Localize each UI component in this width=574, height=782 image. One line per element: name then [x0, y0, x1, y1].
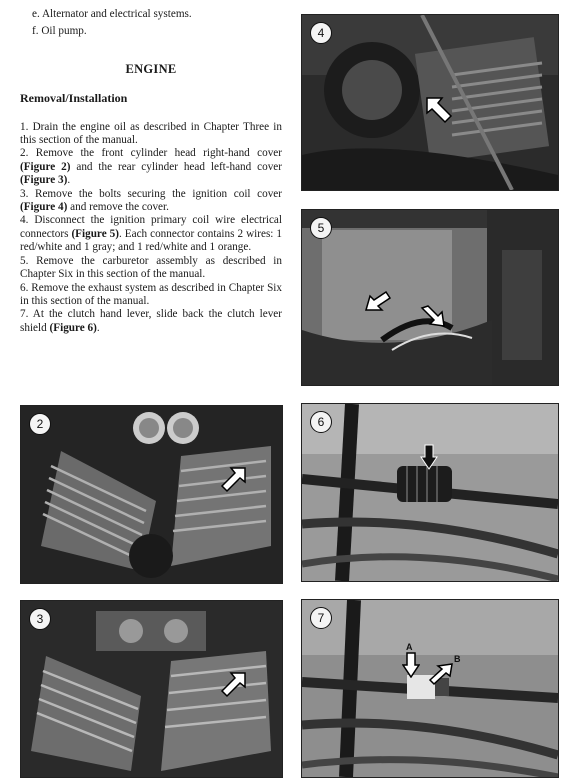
text-column [20, 8, 282, 335]
step-text: . [96, 321, 100, 334]
figure-number-badge: 5 [310, 217, 332, 239]
subheading: Removal/Installation [20, 91, 128, 106]
figure-number-badge: 7 [310, 607, 332, 629]
label-a: A [406, 642, 413, 652]
pointer-arrow-icon [424, 95, 454, 125]
pointer-arrow-icon [428, 662, 454, 686]
pointer-arrow-icon [420, 304, 448, 330]
figure-number-badge: 6 [310, 411, 332, 433]
step-text: 1. Drain the engine oil as described in Chapter Three in this section of the manual. [20, 120, 282, 147]
figure-reference: (Figure 4) [20, 201, 68, 214]
step-text: 4. Disconnect the ignition primary coil wire electrical connectors [20, 214, 282, 240]
label-b: B [454, 654, 461, 664]
pointer-arrow-icon [219, 466, 247, 494]
pointer-arrow-icon [364, 290, 392, 314]
figure-number-badge: 4 [310, 22, 332, 44]
steps-list [20, 121, 282, 336]
step-text: 6. Remove the exhaust system as described in Chapter Six in this section of the manual. [20, 281, 282, 307]
step-3 [20, 188, 282, 215]
pointer-arrow-icon [402, 652, 420, 678]
step-text: and the rear cylinder head left-hand cover [70, 160, 282, 173]
figure-3-photo [20, 600, 283, 778]
pointer-arrow-icon [219, 671, 247, 699]
step-text: and remove the cover. [67, 201, 169, 214]
figure-reference: (Figure 6) [49, 321, 97, 334]
step-4 [20, 214, 282, 254]
step-text: . [67, 174, 71, 187]
list-item-e: e. Alternator and electrical systems. [32, 8, 192, 20]
section-heading: ENGINE [125, 61, 177, 76]
step-text: 3. Remove the bolts securing the ignition coil cover [20, 187, 282, 200]
step-7 [20, 308, 282, 335]
list-item-f: f. Oil pump. [32, 25, 87, 38]
step-5 [20, 255, 282, 282]
figure-7-photo [301, 599, 559, 778]
step-1 [20, 121, 282, 148]
step-text: 5. Remove the carburetor assembly as described in Chapter Six in this section of the manual. [20, 254, 282, 281]
figure-number-badge: 3 [29, 608, 51, 630]
figure-5-photo [301, 209, 559, 386]
figure-number-badge: 2 [29, 413, 51, 435]
step-text: 7. At the clutch hand lever, slide back the clutch lever shield [20, 308, 282, 334]
figure-reference: (Figure 3) [20, 174, 68, 187]
figure-reference: (Figure 2) [20, 160, 71, 173]
figure-reference: (Figure 5) [71, 227, 119, 240]
figure-2-photo [20, 405, 283, 584]
step-6 [20, 282, 282, 309]
step-2 [20, 147, 282, 187]
step-text: . Each connector contains 2 wires: 1 red/white and 1 gray; and 1 red/white and 1 orange. [20, 227, 282, 254]
pointer-arrow-icon [420, 444, 438, 470]
figure-4-photo [301, 14, 559, 191]
top-list [20, 8, 282, 39]
figure-6-photo [301, 403, 559, 582]
step-text: 2. Remove the front cylinder head right-hand cover [20, 147, 282, 160]
